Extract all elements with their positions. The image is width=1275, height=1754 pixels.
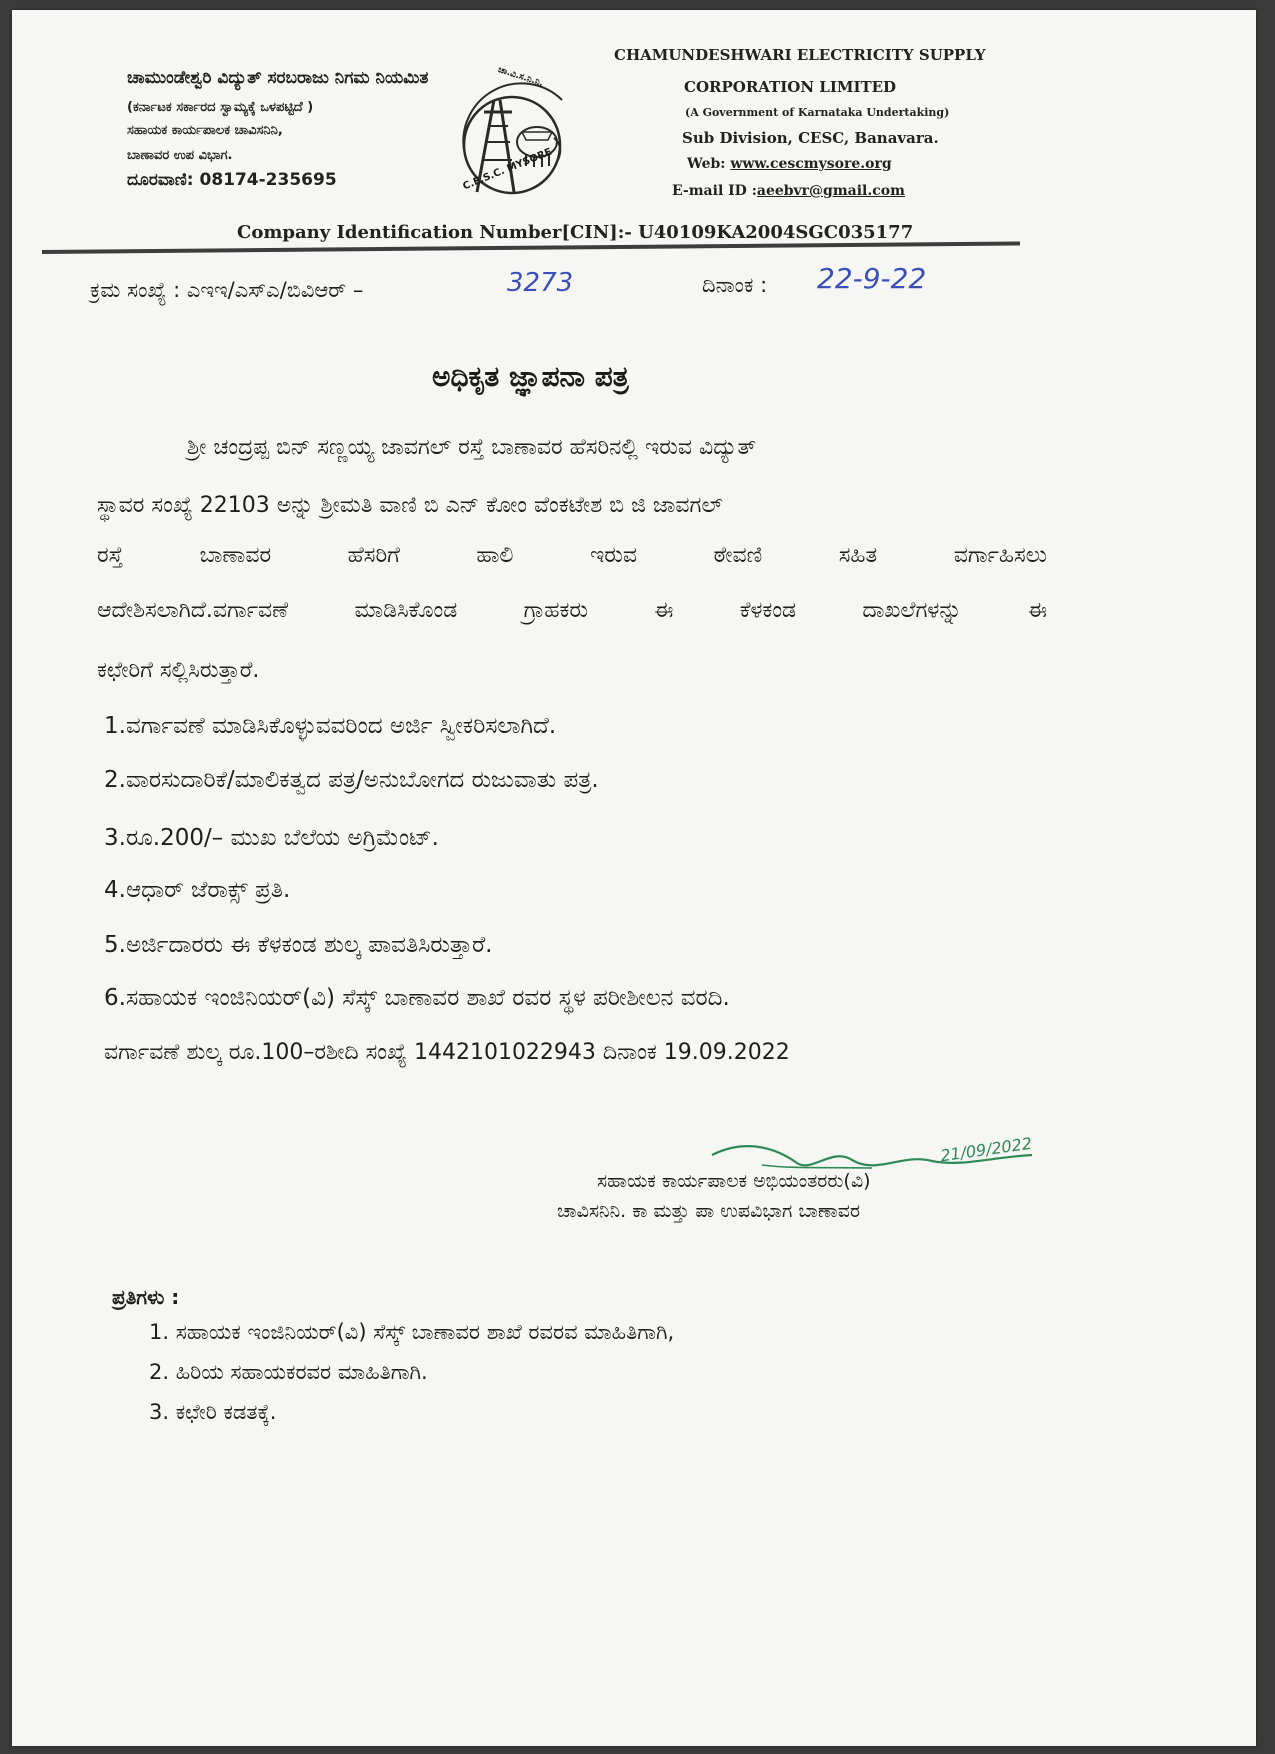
copy-item-1: 1. ಸಹಾಯಕ ಇಂಜಿನಿಯರ್(ವಿ) ಸೆಸ್ಕ್ ಬಾಣಾವರ ಶಾಖೆ ರವರವ ಮಾಹಿತಿಗಾಗಿ, — [149, 1320, 675, 1344]
header-english-govt-note: (A Government of Karnataka Undertaking) — [685, 106, 950, 119]
header-kannada-org-name: ಚಾಮುಂಡೇಶ್ವರಿ ವಿದ್ಯುತ್ ಸರಬರಾಜು ನಿಗಮ ನಿಯಮಿತ — [127, 68, 429, 88]
header-kannada-subdivision: ಬಾಣಾವರ ಉಪ ವಿಭಾಗ. — [127, 148, 233, 163]
signature-handwritten-date: 21/09/2022 — [939, 1133, 1034, 1166]
web-link[interactable]: www.cescmysore.org — [730, 156, 892, 172]
header-kannada-govt-note: (ಕರ್ನಾಟಕ ಸರ್ಕಾರದ ಸ್ವಾಮ್ಯಕ್ಕೆ ಒಳಪಟ್ಟಿದೆ ) — [127, 100, 314, 115]
signatory-office: ಚಾವಿಸನಿನಿ. ಕಾ ಮತ್ತು ಪಾ ಉಪವಿಭಾಗ ಬಾಣಾವರ — [557, 1200, 861, 1222]
paragraph-line-1: ಶ್ರೀ ಚಂದ್ರಪ್ಪ ಬಿನ್ ಸಣ್ಣಯ್ಯ ಜಾವಗಲ್ ರಸ್ತೆ ಬಾಣಾವರ ಹೆಸರಿನಲ್ಲಿ ಇರುವ ವಿದ್ಯುತ್ — [187, 435, 757, 460]
paragraph-word: ಹೆಸರಿಗೆ — [347, 543, 400, 568]
reference-number-handwritten: 3273 — [507, 268, 574, 298]
email-link[interactable]: aeebvr@gmail.com — [756, 183, 905, 199]
header-kannada-phone: ದೂರವಾಣಿ: 08174-235695 — [127, 170, 337, 190]
paragraph-line-3 — [97, 543, 1047, 568]
header-english-web — [687, 156, 892, 172]
document-item-2: 2.ವಾರಸುದಾರಿಕೆ/ಮಾಲಿಕತ್ವದ ಪತ್ರ/ಅನುಬೋಗದ ರುಜುವಾತು ಪತ್ರ. — [104, 767, 599, 793]
header-divider — [42, 241, 1020, 254]
date-handwritten: 22-9-22 — [817, 262, 927, 295]
paragraph-word: ಸಹಿತ — [838, 543, 878, 568]
document-item-4: 4.ಆಧಾರ್ ಜೆರಾಕ್ಸ್ ಪ್ರತಿ. — [104, 877, 291, 903]
paragraph-word: ಈ — [1027, 598, 1047, 623]
copies-heading: ಪ್ರತಿಗಳು : — [112, 1285, 180, 1309]
paragraph-word: ಠೇವಣಿ — [713, 543, 763, 568]
header-english-corp: CORPORATION LIMITED — [684, 78, 897, 96]
paragraph-line-2: ಸ್ಥಾವರ ಸಂಖ್ಯೆ 22103 ಅನ್ನು ಶ್ರೀಮತಿ ವಾಣಿ ಬಿ ಎನ್ ಕೋಂ ವೆಂಕಟೇಶ ಬಿ ಜಿ ಜಾವಗಲ್ — [97, 493, 723, 518]
document-page — [12, 10, 1256, 1746]
paragraph-word: ಮಾಡಿಸಿಕೊಂಡ — [354, 598, 458, 623]
paragraph-line-5: ಕಛೇರಿಗೆ ಸಲ್ಲಿಸಿರುತ್ತಾರೆ. — [97, 658, 260, 683]
cin-line: Company Identification Number[CIN]:- U40109KA2004SGC035177 — [237, 222, 914, 243]
page-title: ಅಧಿಕೃತ ಜ್ಞಾಪನಾ ಪತ್ರ — [432, 360, 629, 393]
paragraph-word: ಹಾಲಿ — [476, 543, 514, 568]
paragraph-word: ದಾಖಲೆಗಳನ್ನು — [862, 598, 962, 623]
header-english-subdivision: Sub Division, CESC, Banavara. — [682, 129, 939, 147]
header-english-org-name: CHAMUNDESHWARI ELECTRICITY SUPPLY — [614, 46, 986, 64]
paragraph-word: ವರ್ಗಾಹಿಸಲು — [953, 543, 1047, 568]
paragraph-word: ಗ್ರಾಹಕರು — [523, 598, 588, 623]
copy-item-2: 2. ಹಿರಿಯ ಸಹಾಯಕರವರ ಮಾಹಿತಿಗಾಗಿ. — [149, 1360, 428, 1384]
paragraph-word: ಆದೇಶಿಸಲಾಗಿದೆ.ವರ್ಗಾವಣೆ — [97, 598, 289, 623]
logo-bottom-text: C.E.S.C. MYSORE — [461, 146, 554, 193]
copy-item-3: 3. ಕಛೇರಿ ಕಡತಕ್ಕೆ. — [149, 1400, 277, 1424]
header-kannada-office: ಸಹಾಯಕ ಕಾರ್ಯಪಾಲಕ ಚಾವಿಸನಿನಿ, — [127, 123, 283, 138]
fee-receipt-line: ವರ್ಗಾವಣೆ ಶುಲ್ಕ ರೂ.100–ರಶೀದಿ ಸಂಖ್ಯೆ 1442101022943 ದಿನಾಂಕ 19.09.2022 — [104, 1040, 790, 1065]
email-label: E-mail ID : — [672, 183, 757, 199]
paragraph-word: ಇರುವ — [589, 543, 638, 568]
cesc-logo — [442, 64, 592, 195]
reference-number-label: ಕ್ರಮ ಸಂಖ್ಯೆ : ಎಇಇ/ಎಸ್ಎ/ಬಿವಿಆರ್ – — [90, 278, 364, 302]
document-item-3: 3.ರೂ.200/– ಮುಖ ಬೆಲೆಯ ಅಗ್ರಿಮೆಂಟ್. — [104, 825, 439, 851]
paragraph-word: ಈ — [654, 598, 674, 623]
header-english-email — [672, 183, 905, 199]
document-item-5: 5.ಅರ್ಜಿದಾರರು ಈ ಕೆಳಕಂಡ ಶುಲ್ಕ ಪಾವತಿಸಿರುತ್ತಾರೆ. — [104, 932, 493, 958]
document-item-6: 6.ಸಹಾಯಕ ಇಂಜಿನಿಯರ್(ವಿ) ಸೆಸ್ಕ್ ಬಾಣಾವರ ಶಾಖೆ ರವರ ಸ್ಥಳ ಪರೀಶೀಲನ ವರದಿ. — [104, 985, 730, 1011]
web-label: Web: — [687, 156, 731, 172]
paragraph-word: ಬಾಣಾವರ — [199, 543, 272, 568]
cesc-logo-icon — [442, 70, 592, 195]
date-label: ದಿನಾಂಕ : — [702, 273, 768, 297]
paragraph-word: ಕೆಳಕಂಡ — [739, 598, 797, 623]
document-item-1: 1.ವರ್ಗಾವಣೆ ಮಾಡಿಸಿಕೊಳ್ಳುವವರಿಂದ ಅರ್ಜಿ ಸ್ವೀಕರಿಸಲಾಗಿದೆ. — [104, 713, 557, 739]
paragraph-line-4 — [97, 598, 1047, 623]
signatory-designation: ಸಹಾಯಕ ಕಾರ್ಯಪಾಲಕ ಅಭಿಯಂತರರು(ವಿ) — [597, 1170, 871, 1192]
logo-arc-text: ಚಾ.ವಿ.ಸ.ನಿ.ನಿ. — [496, 64, 545, 90]
paragraph-word: ರಸ್ತೆ — [97, 543, 124, 568]
